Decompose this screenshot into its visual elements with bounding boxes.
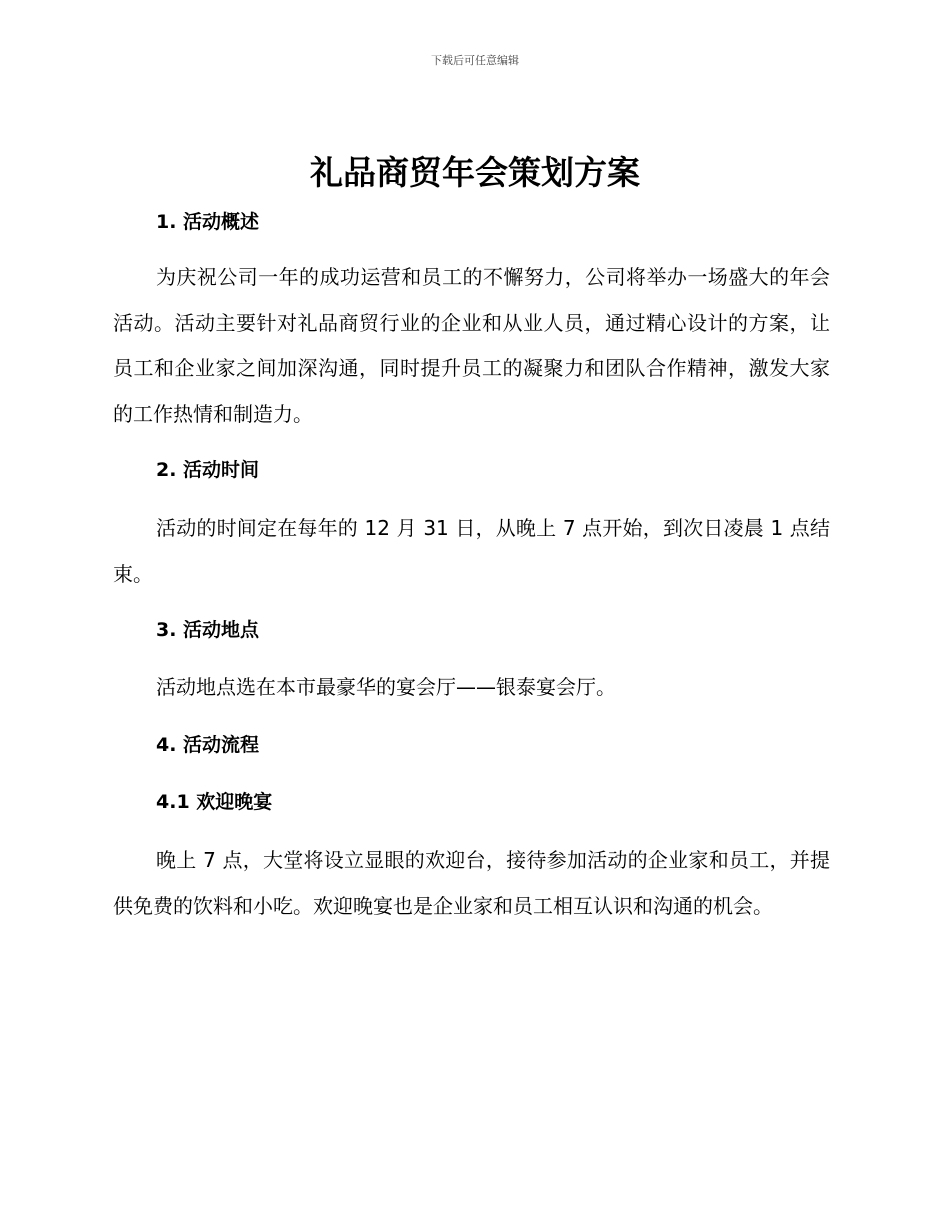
section-heading-overview: 1. 活动概述 xyxy=(156,211,260,233)
section-heading-welcome-dinner: 4.1 欢迎晚宴 xyxy=(156,791,273,813)
document-title: 礼品商贸年会策划方案 xyxy=(310,153,640,192)
section-paragraph-time: 活动的时间定在每年的 12 月 31 日，从晚上 7 点开始，到次日凌晨 1 点结束。 xyxy=(113,516,830,586)
section-paragraph-overview: 为庆祝公司一年的成功运营和员工的不懈努力，公司将举办一场盛大的年会活动。活动主要针对礼品商贸行业的企业和从业人员，通过精心设计的方案，让员工和企业家之间加深沟通，同时提升员工的凝聚力和团队合作精神，激发大家的工作热情和制造力。 xyxy=(113,265,830,426)
section-heading-location: 3. 活动地点 xyxy=(156,619,260,641)
section-paragraph-location: 活动地点选在本市最豪华的宴会厅——银泰宴会厅。 xyxy=(156,675,616,699)
section-heading-process: 4. 活动流程 xyxy=(156,734,260,756)
header-note: 下载后可任意编辑 xyxy=(431,54,519,67)
section-heading-time: 2. 活动时间 xyxy=(156,459,260,481)
section-paragraph-welcome-dinner: 晚上 7 点，大堂将设立显眼的欢迎台，接待参加活动的企业家和员工，并提供免费的饮料和小吃。欢迎晚宴也是企业家和员工相互认识和沟通的机会。 xyxy=(113,848,830,918)
